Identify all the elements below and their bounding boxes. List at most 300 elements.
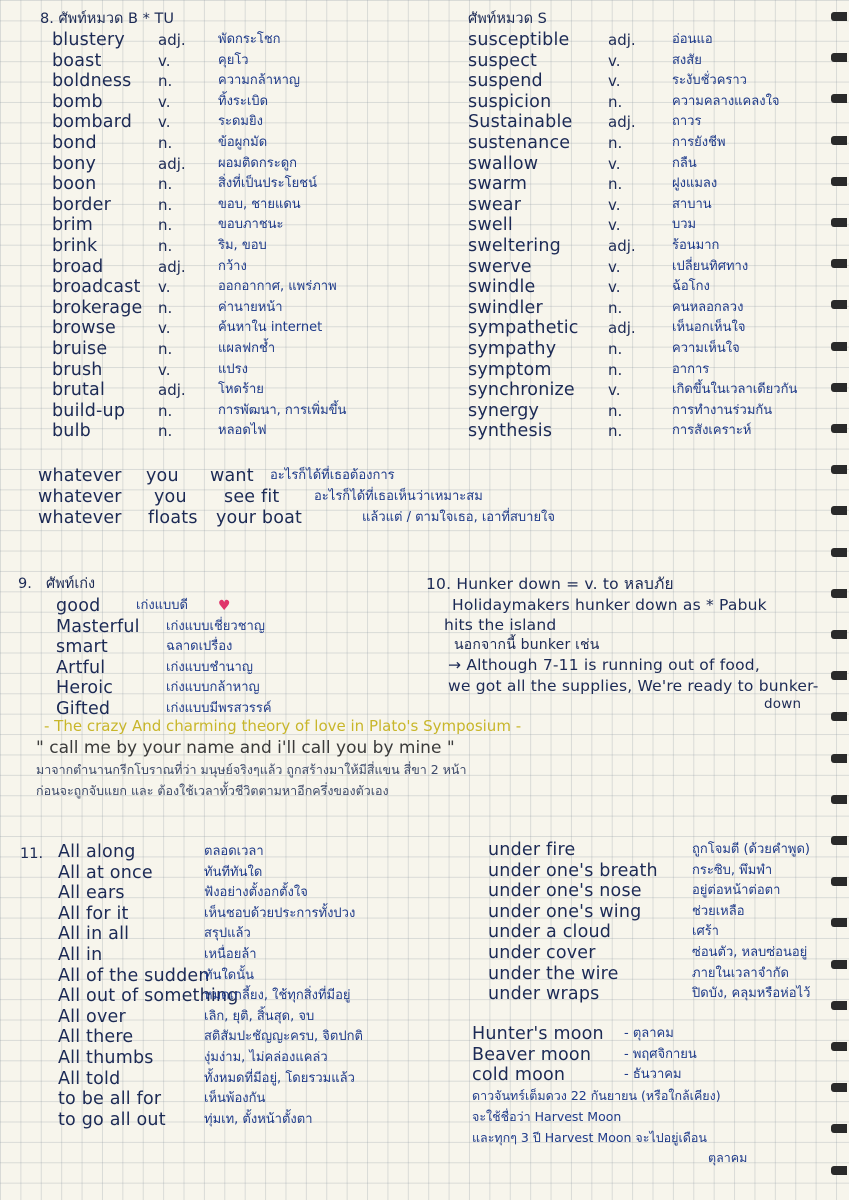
moon-note: ตุลาคม [708,1149,748,1165]
vocab-row [468,133,828,154]
vocab-row [56,658,436,679]
vocab-row [468,92,828,113]
vocab-row [40,51,440,72]
vocab-row [468,30,828,51]
vocab-row [488,943,828,964]
vocab-pos: n. [608,92,623,111]
moon-month: - พฤศจิกายน [624,1046,697,1062]
vocab-row [468,51,828,72]
vocab-row [40,360,440,381]
section-9-title: ศัพท์เก่ง [46,576,96,592]
vocab-word: swell [468,215,513,236]
vocab-word: brokerage [52,297,143,318]
vocab-word: bony [52,153,97,174]
spiral-ring [831,918,847,927]
phrase-word: All over [58,1006,126,1027]
spiral-ring [831,383,847,392]
moon-note: ดาวจันทร์เต็มดวง 22 กันยายน (หรือใกล้เคียง) [472,1087,721,1103]
phrase-word: under one's breath [488,860,658,881]
phrase-meaning: ตลอดเวลา [204,844,264,859]
vocab-b-list [40,30,440,442]
moon-name: cold moon [472,1065,566,1086]
phrase-meaning: เห็นพ้องกัน [204,1091,266,1107]
vocab-row [472,1065,828,1086]
vocab-meaning: เห็นอกเห็นใจ [672,320,746,336]
vocab-row [40,133,440,154]
phrase-word: you [146,466,179,486]
example-line: Holidaymakers hunker down as * Pabuk [452,596,767,614]
phrase-word: under the wire [488,963,619,984]
vocab-meaning: แปรง [218,361,248,377]
vocab-row [40,380,440,401]
vocab-meaning: การสังเคราะห์ [672,423,752,439]
vocab-meaning: พัดกระโชก [218,32,281,47]
phrase-word: All for it [58,903,129,924]
vocab-row [472,1045,828,1066]
vocab-pos: v. [608,154,621,173]
vocab-word: sympathetic [468,318,579,339]
vocab-word: Heroic [56,678,114,699]
phrase-meaning: ทุ่มเท, ตั้งหน้าตั้งตา [204,1111,313,1127]
vocab-pos: v. [158,113,171,132]
spiral-ring [831,754,847,763]
phrase-meaning: ซ่อนตัว, หลบซ่อนอยู่ [692,944,808,960]
vocab-meaning: เก่งแบบชำนาญ [166,659,253,675]
vocab-meaning: ทิ้งระเบิด [218,93,269,109]
vocab-meaning: อ่อนแอ [672,32,713,47]
vocab-pos: v. [608,381,621,400]
vocab-row [468,380,828,401]
vocab-s-section [468,8,828,442]
phrase-meaning: หมดเกลี้ยง, ใช้ทุกสิ่งที่มีอยู่ [204,988,351,1004]
phrase-word: whatever [38,466,122,486]
vocab-word: boldness [52,71,132,92]
vocab-row [40,71,440,92]
vocab-pos: v. [608,72,621,91]
vocab-row [58,1110,508,1131]
section-11 [20,842,470,1130]
vocab-row [468,215,828,236]
phrase-meaning: อะไรก็ได้ที่เธอต้องการ [270,468,395,483]
phrase-word: to be all for [58,1089,162,1110]
vocab-word: boon [52,174,97,195]
vocab-meaning: ขอบ, ชายแดน [218,196,301,212]
vocab-word: sweltering [468,235,561,256]
vocab-word: bomb [52,91,103,112]
vocab-word: sustenance [468,132,571,153]
vocab-word: suspicion [468,91,552,112]
vocab-pos: n. [608,133,623,152]
vocab-row [58,966,508,987]
phrase-word: your boat [216,508,303,528]
spiral-ring [831,465,847,474]
phrase-word: All ears [58,883,125,904]
vocab-meaning: กลืน [672,155,697,171]
vocab-row [468,112,828,133]
spiral-ring [831,342,847,351]
vocab-word: Artful [56,657,106,678]
spiral-ring [831,630,847,639]
vocab-row [56,637,436,658]
vocab-word: swarm [468,174,528,195]
phrase-meaning: ช่วยเหลือ [692,903,745,919]
spiral-ring [831,300,847,309]
spiral-ring [831,1124,847,1133]
vocab-word: swerve [468,256,532,277]
spiral-ring [831,259,847,268]
moon-month: - ตุลาคม [624,1026,674,1041]
vocab-meaning: โหดร้าย [218,382,264,398]
vocab-row [40,401,440,422]
phrase-meaning: เลิก, ยุติ, สิ้นสุด, จบ [204,1008,315,1024]
vocab-row [40,174,440,195]
vocab-pos: adj. [158,154,186,173]
phrase-meaning: สติสัมปะชัญญะครบ, จิตปกติ [204,1029,363,1045]
vocab-pos: n. [608,401,623,420]
phrase-word: All told [58,1068,121,1089]
vocab-row [58,863,508,884]
phrase-word: under cover [488,942,596,963]
vocab-row [488,861,828,882]
vocab-row [468,154,828,175]
vocab-meaning: ร้อนมาก [672,237,720,253]
vocab-pos: v. [608,216,621,235]
all-phrases-list [58,842,508,1130]
phrase-word: All at once [58,862,153,883]
hunker-definition: 10. Hunker down = v. to หลบภัย [426,575,674,593]
vocab-word: browse [52,318,117,339]
plato-thai-line: ก่อนจะถูกจับแยก และ ต้องใช้เวลาทั้วชีวิตตามหาอีกครึ่งของตัวเอง [36,783,389,798]
vocab-pos: n. [608,298,623,317]
vocab-meaning: บวม [672,217,697,233]
moon-name: Beaver moon [472,1044,592,1065]
vocab-meaning: ค่านายหน้า [218,299,283,315]
phrase-meaning: ทั้งหมดที่มีอยู่, โดยรวมแล้ว [204,1070,355,1086]
phrase-meaning: อยู่ต่อหน้าต่อตา [692,883,781,899]
vocab-row [488,840,828,861]
vocab-row [56,678,436,699]
vocab-pos: v. [158,51,171,70]
vocab-pos: v. [158,92,171,111]
vocab-row [58,1048,508,1069]
vocab-word: bombard [52,112,133,133]
vocab-pos: n. [608,422,623,441]
vocab-word: build-up [52,400,126,421]
vocab-row [56,617,436,638]
phrase-meaning: ภายในเวลาจำกัด [692,965,789,981]
vocab-pos: n. [158,216,173,235]
vocab-pos: n. [608,175,623,194]
vocab-pos: v. [608,257,621,276]
phrase-meaning: งุ่มง่าม, ไม่คล่องแคล่ว [204,1049,328,1065]
whatever-row [38,508,798,529]
phrase-word: under wraps [488,984,600,1005]
vocab-pos: adj. [608,319,636,338]
phrase-meaning: อะไรก็ได้ที่เธอเห็นว่าเหมาะสม [314,489,483,504]
vocab-meaning: ฝูงแมลง [672,176,718,192]
phrase-meaning: เห็นชอบด้วยประการทั้งปวง [204,905,356,921]
spiral-ring [831,589,847,598]
vocab-pos: n. [158,401,173,420]
vocab-row [40,92,440,113]
vocab-pos: v. [608,278,621,297]
vocab-s-list [468,30,828,442]
vocab-meaning: ระงับชั่วคราว [672,73,747,89]
vocab-pos: n. [158,175,173,194]
vocab-row [40,112,440,133]
vocab-word: good [56,596,101,616]
vocab-pos: adj. [158,257,186,276]
section-s-header: ศัพท์หมวด S [468,11,547,27]
vocab-row [40,30,440,51]
vocab-row [488,922,828,943]
vocab-word: swindle [468,277,536,298]
vocab-row [468,277,828,298]
vocab-row [488,984,828,1005]
vocab-word: border [52,194,111,215]
phrase-word: All along [58,842,136,862]
phrase-word: All there [58,1027,134,1048]
plato-title: - The crazy And charming theory of love in Plato's Symposium - [44,717,522,735]
example-line: hits the island [444,616,557,634]
moon-names [472,1024,828,1166]
vocab-meaning: เก่งแบบดี [136,598,188,613]
moon-note: จะใช้ชื่อว่า Harvest Moon [472,1108,622,1124]
phrase-word: to go all out [58,1109,166,1130]
moon-list [472,1024,828,1086]
vocab-row [58,1069,508,1090]
vocab-word: synthesis [468,421,553,442]
spiral-ring [831,795,847,804]
vocab-pos: n. [158,298,173,317]
vocab-pos: v. [158,319,171,338]
vocab-word: blustery [52,30,125,50]
spiral-ring [831,218,847,227]
plato-note [36,716,816,802]
vocab-word: brutal [52,380,106,401]
vocab-word: swear [468,194,522,215]
section-9 [18,574,398,720]
vocab-word: synchronize [468,380,575,401]
vocab-row [58,1089,508,1110]
vocab-word: bulb [52,421,91,442]
vocab-meaning: เก่งแบบมีพรสวรรค์ [166,700,272,716]
vocab-row [40,277,440,298]
phrase-meaning: ทันทีทันใด [204,864,263,880]
vocab-pos: n. [158,72,173,91]
vocab-pos: n. [608,339,623,358]
vocab-b-section [40,8,440,442]
vocab-word: boast [52,50,102,71]
vocab-row [468,174,828,195]
vocab-word: brush [52,359,103,380]
plato-thai-line: มาจากตำนานกรีกโบราณที่ว่า มนุษย์จริงๆแล้ว ถูกสร้างมาให้มีสี่แขน สี่ขา 2 หน้า [36,762,467,777]
moon-name: Hunter's moon [472,1024,604,1044]
vocab-meaning: การยังชีพ [672,134,726,150]
vocab-pos: adj. [158,381,186,400]
spiral-ring [831,12,847,21]
vocab-row [40,154,440,175]
vocab-word: susceptible [468,30,570,50]
phrase-word: All in [58,944,103,965]
vocab-pos: n. [158,133,173,152]
vocab-row [58,904,508,925]
vocab-meaning: หลอดไฟ [218,423,267,439]
vocab-row [468,71,828,92]
phrase-word: whatever [38,508,122,528]
moon-month: - ธันวาคม [624,1067,682,1083]
vocab-meaning: เก่งแบบเชี่ยวชาญ [166,618,265,634]
under-phrases-list [488,840,828,1005]
vocab-word: broad [52,256,104,277]
vocab-word: smart [56,637,108,658]
example-line: นอกจากนี้ bunker เช่น [454,637,600,653]
section-9-list [56,596,436,720]
phrase-meaning: ทันใดนั้น [204,967,255,983]
heart-icon: ♥ [218,598,231,614]
vocab-meaning: สาบาน [672,196,712,212]
whatever-row [38,466,798,487]
vocab-row [40,215,440,236]
vocab-word: bond [52,132,97,153]
vocab-row [58,1027,508,1048]
vocab-meaning: เก่งแบบกล้าหาญ [166,680,260,696]
vocab-meaning: เกิดขึ้นในเวลาเดียวกัน [672,382,798,398]
vocab-word: sympathy [468,338,557,359]
spiral-ring [831,94,847,103]
vocab-meaning: เปลี่ยนทิศทาง [672,258,749,274]
spiral-ring [831,548,847,557]
vocab-meaning: กว้าง [218,258,247,274]
phrase-word: you [154,487,187,507]
phrase-word: All in all [58,924,130,945]
vocab-row [468,195,828,216]
vocab-meaning: ขอบภาชนะ [218,217,284,233]
vocab-pos: n. [158,195,173,214]
vocab-meaning: ผอมติดกระดูก [218,155,298,171]
vocab-row [58,842,508,863]
vocab-word: Sustainable [468,112,573,133]
phrase-meaning: ปิดบัง, คลุมหรือห่อไว้ [692,986,811,1002]
vocab-word: brim [52,215,94,236]
spiral-ring [831,836,847,845]
vocab-row [468,318,828,339]
vocab-meaning: สิ่งที่เป็นประโยชน์ [218,176,317,192]
phrase-word: All of the sudden [58,965,210,986]
plato-quote: " call me by your name and i'll call you by mine " [36,738,455,758]
vocab-row [40,257,440,278]
vocab-meaning: ระดมยิง [218,114,263,130]
spiral-ring [831,177,847,186]
spiral-ring [831,1001,847,1010]
phrase-meaning: สรุปแล้ว [204,926,251,942]
vocab-row [58,883,508,904]
vocab-row [40,339,440,360]
example-line: → Although 7-11 is running out of food, [448,656,760,674]
spiral-ring [831,1166,847,1175]
phrase-meaning: แล้วแต่ / ตามใจเธอ, เอาที่สบายใจ [362,510,556,525]
vocab-meaning: การพัฒนา, การเพิ่มขึ้น [218,402,347,418]
vocab-meaning: การทำงานร่วมกัน [672,402,773,418]
phrase-word: floats [148,508,198,528]
spiral-ring [831,136,847,145]
vocab-row [58,945,508,966]
phrase-word: whatever [38,487,122,507]
spiral-binding [823,0,849,1200]
vocab-word: broadcast [52,277,141,298]
spiral-ring [831,1042,847,1051]
vocab-row [56,596,436,617]
vocab-meaning: ข้อผูกมัด [218,134,268,150]
phrase-word: want [210,466,254,486]
vocab-word: synergy [468,400,540,421]
vocab-row [40,318,440,339]
vocab-meaning: ค้นหาใน internet [218,320,323,336]
phrase-meaning: เหนื่อยล้า [204,946,257,962]
vocab-row [472,1024,828,1045]
vocab-word: swindler [468,297,543,318]
vocab-pos: v. [158,360,171,379]
vocab-row [40,195,440,216]
spiral-ring [831,53,847,62]
spiral-ring [831,712,847,721]
vocab-word: suspend [468,71,543,92]
vocab-pos: adj. [608,113,636,132]
vocab-row [488,964,828,985]
vocab-meaning: แผลฟกช้ำ [218,340,276,356]
vocab-word: symptom [468,359,552,380]
whatever-phrases [38,466,798,529]
vocab-meaning: ความคลางแคลงใจ [672,93,780,109]
phrase-word: under a cloud [488,922,612,943]
vocab-word: bruise [52,338,108,359]
phrase-word: under one's wing [488,901,642,922]
vocab-row [40,236,440,257]
vocab-pos: v. [158,278,171,297]
vocab-meaning: ความเห็นใจ [672,340,740,356]
vocab-pos: n. [158,422,173,441]
vocab-row [468,298,828,319]
phrase-word: under one's nose [488,881,642,902]
phrase-word: under fire [488,840,576,860]
vocab-row [58,924,508,945]
vocab-pos: v. [608,195,621,214]
vocab-row [40,298,440,319]
vocab-row [488,902,828,923]
vocab-meaning: ความกล้าหาญ [218,73,300,89]
vocab-row [468,360,828,381]
vocab-meaning: คุยโว [218,52,249,68]
spiral-ring [831,671,847,680]
section-11-number: 11. [20,846,44,862]
vocab-meaning: สงสัย [672,52,702,68]
spiral-ring [831,960,847,969]
phrase-meaning: เศร้า [692,924,719,940]
vocab-word: swallow [468,153,539,174]
vocab-row [58,1007,508,1028]
vocab-pos: n. [158,339,173,358]
vocab-pos: adj. [158,31,186,49]
under-phrases [488,840,828,1005]
moon-note: และทุกๆ 3 ปี Harvest Moon จะไปอยู่เดือน [472,1129,707,1145]
vocab-pos: v. [608,51,621,70]
section-9-number: 9. [18,576,32,592]
section-10 [426,574,824,710]
vocab-meaning: ถาวร [672,114,702,130]
phrase-word: All out of something [58,986,239,1007]
vocab-row [468,339,828,360]
spiral-ring [831,1083,847,1092]
